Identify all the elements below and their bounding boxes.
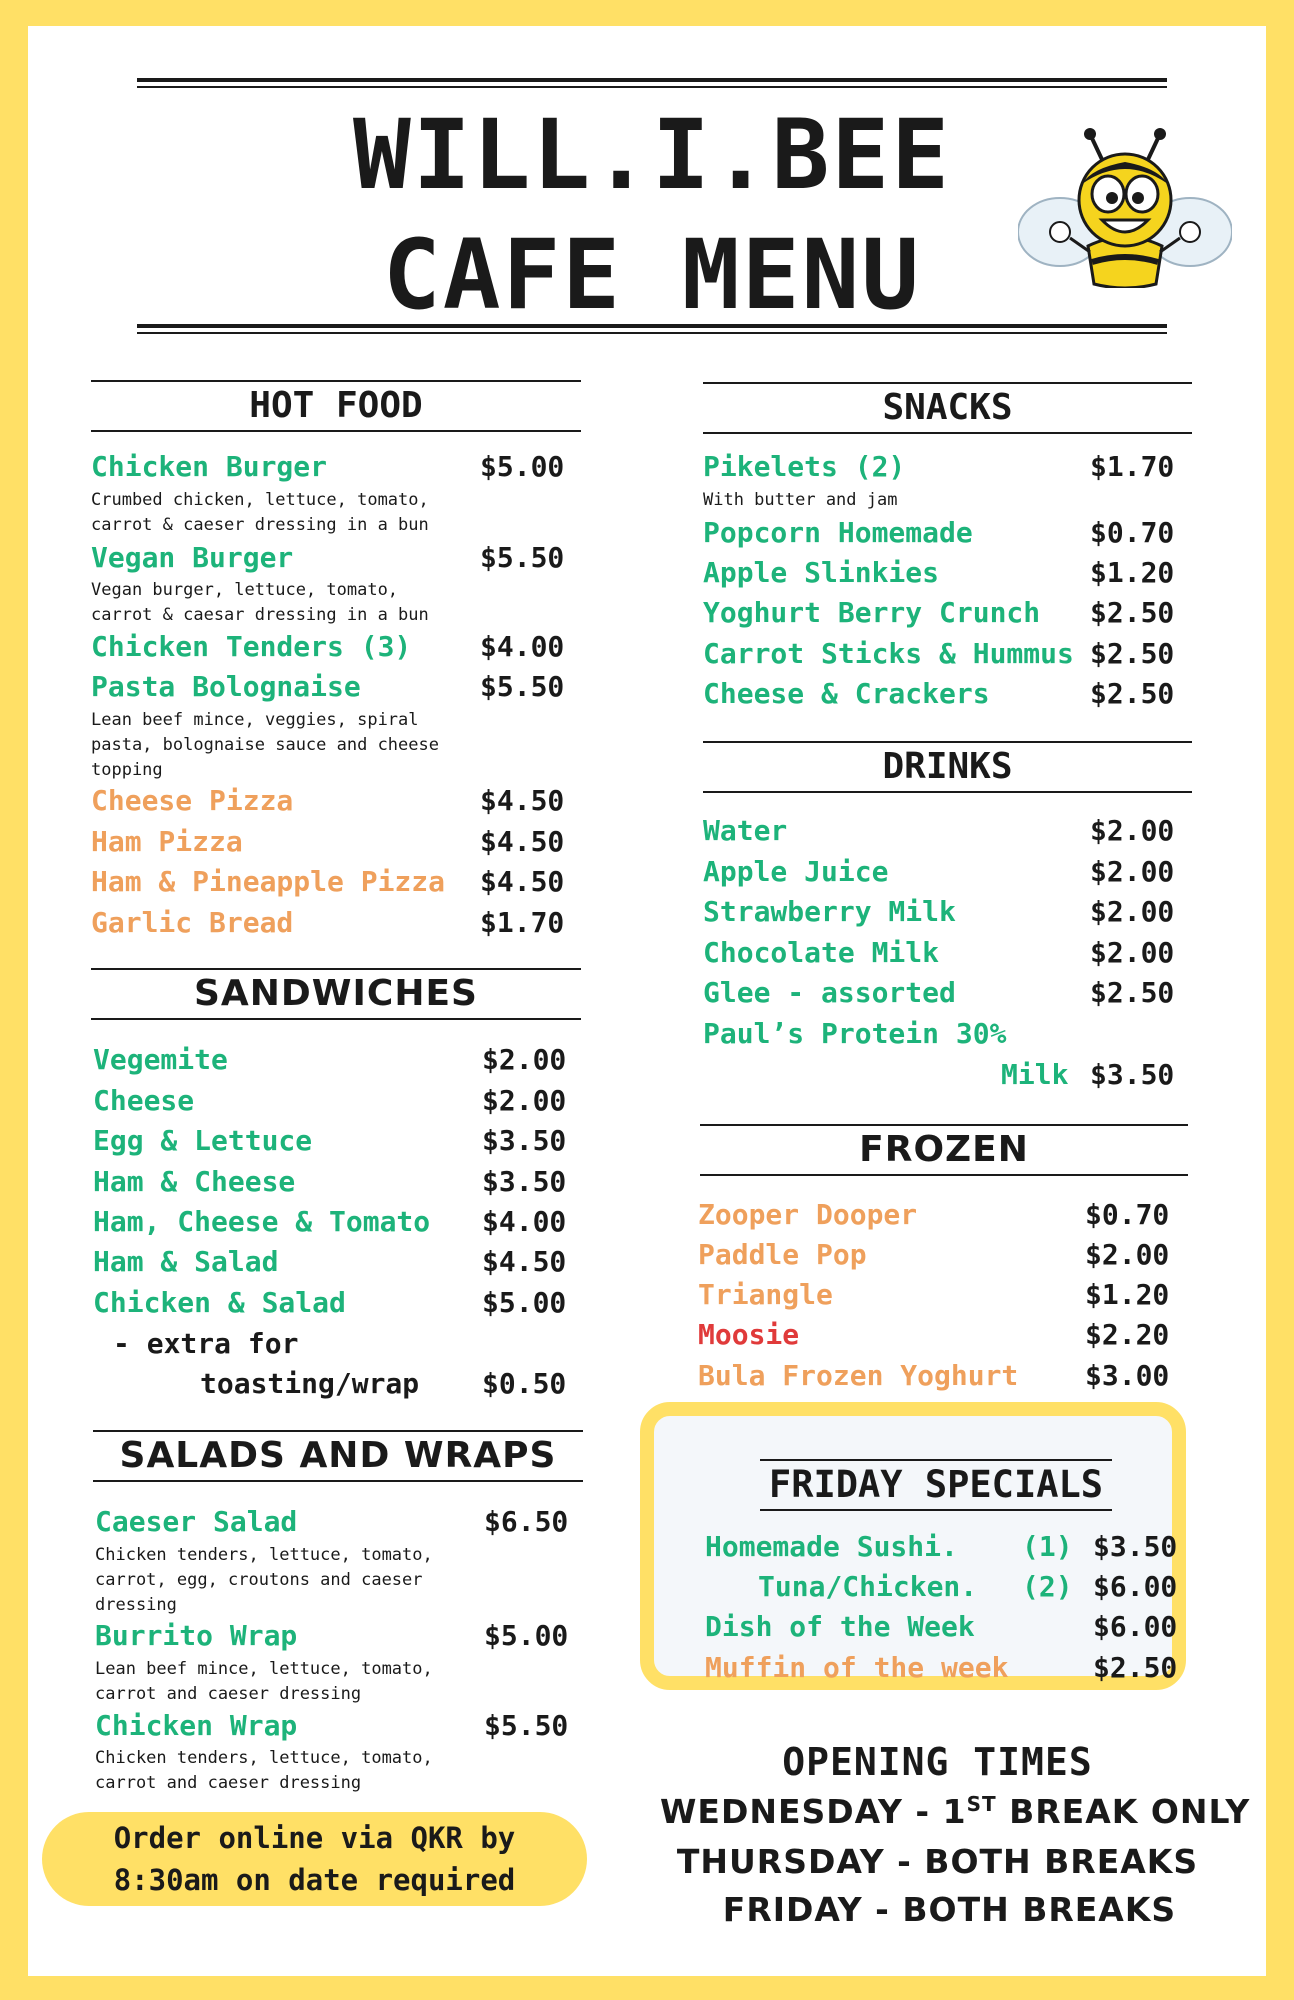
opening-wednesday-day: WEDNESDAY - 1 [660,1792,967,1831]
sandwich-extra-price: $0.50 [482,1367,567,1400]
salad-item-desc: Lean beef mince, lettuce, tomato, carrot and caeser dressing [95,1659,433,1704]
hot-food-item-desc: Crumbed chicken, lettuce, tomato, carrot & caeser dressing in a bun [91,490,429,535]
drink-item-name-2: Milk [1001,1058,1069,1091]
sandwich-item-name: Ham, Cheese & Tomato [93,1205,431,1238]
drink-item-name: Apple Juice [703,855,889,888]
snacks-heading: SNACKS [703,382,1192,434]
salad-item-desc: Chicken tenders, lettuce, tomato, carrot, egg, croutons and caeser dressing [95,1545,433,1615]
header-top-rule [137,78,1167,88]
friday-dish-label: Dish of the Week [705,1610,975,1643]
hot-food-item-name: Pasta Bolognaise [91,670,361,703]
snack-item-name: Carrot Sticks & Hummus [703,637,1074,670]
frozen-item-name: Bula Frozen Yoghurt [698,1359,1019,1392]
frozen-item-price: $2.00 [1085,1238,1170,1271]
snack-item-price: $2.50 [1090,677,1175,710]
salad-item-price: $5.50 [484,1709,569,1742]
frozen-item-name: Moosie [698,1318,800,1351]
hot-food-item-desc: Lean beef mince, veggies, spiral pasta, bolognaise sauce and cheese topping [91,710,439,780]
frozen-item-name: Paddle Pop [698,1238,867,1271]
sandwich-item-price: $4.00 [482,1205,567,1238]
opening-wednesday-break: BREAK ONLY [996,1792,1251,1831]
sandwich-item-price: $2.00 [482,1084,567,1117]
sandwich-item-name: Ham & Salad [93,1245,279,1278]
sandwich-item-name: Chicken & Salad [93,1286,346,1319]
salad-item-name: Burrito Wrap [95,1619,298,1652]
frozen-item-price: $0.70 [1085,1198,1170,1231]
opening-wednesday [660,1792,1251,1831]
friday-sushi-price-2: $6.00 [1093,1570,1178,1603]
salad-item-price: $6.50 [484,1505,569,1538]
frozen-item-price: $3.00 [1085,1359,1170,1392]
sandwich-item-name: Ham & Cheese [93,1165,296,1198]
drink-item-name: Strawberry Milk [703,895,956,928]
hot-food-item-price: $5.50 [480,541,565,574]
page-title [137,100,1167,330]
hot-food-item-price: $5.00 [480,450,565,483]
frozen-item-price: $2.20 [1085,1318,1170,1351]
hot-food-item-price: $1.70 [480,906,565,939]
drink-item-price: $3.50 [1090,1058,1175,1091]
drink-item-name: Chocolate Milk [703,936,940,969]
sandwich-item-price: $4.50 [482,1245,567,1278]
hot-food-item-price: $4.50 [480,784,565,817]
friday-muffin-price: $2.50 [1093,1651,1178,1684]
sandwich-extra-label: - extra for [113,1327,299,1360]
snack-item-name: Cheese & Crackers [703,677,990,710]
salads-heading: SALADS AND WRAPS [93,1430,583,1482]
hot-food-item-name: Vegan Burger [91,541,294,574]
drink-item-name: Water [703,814,788,847]
snack-item-price: $1.70 [1090,450,1175,483]
friday-specials-heading: FRIDAY SPECIALS [760,1459,1112,1511]
hot-food-item-price: $4.50 [480,825,565,858]
hot-food-item-price: $5.50 [480,670,565,703]
drink-item-name: Paul’s Protein 30% [703,1017,1007,1050]
title-line-2: CAFE MENU [382,219,922,331]
hot-food-item-price: $4.50 [480,865,565,898]
drink-item-name: Glee - assorted [703,976,956,1009]
bee-mascot-icon [1018,128,1232,288]
salad-item-price: $5.00 [484,1619,569,1652]
friday-sushi-label: Homemade Sushi. [705,1530,958,1563]
order-note: Order online via QKR by 8:30am on date required [113,1821,516,1897]
hot-food-heading: HOT FOOD [91,380,581,432]
sandwich-item-name: Cheese [93,1084,195,1117]
opening-times-heading: OPENING TIMES [782,1740,1093,1784]
snack-item-price: $2.50 [1090,596,1175,629]
snack-item-price: $2.50 [1090,637,1175,670]
drink-item-price: $2.00 [1090,895,1175,928]
sandwich-extra-label-2: toasting/wrap [200,1367,420,1400]
opening-thursday: THURSDAY - BOTH BREAKS [676,1842,1199,1881]
hot-food-item-desc: Vegan burger, lettuce, tomato, carrot & caesar dressing in a bun [91,580,429,625]
sandwich-item-price: $2.00 [482,1043,567,1076]
drink-item-price: $2.50 [1090,976,1175,1009]
title-line-1: WILL.I.BEE [353,99,951,211]
snack-item-name: Popcorn Homemade [703,516,973,549]
drinks-heading: DRINKS [703,741,1192,793]
drink-item-price: $2.00 [1090,814,1175,847]
snack-item-desc: With butter and jam [703,490,898,510]
friday-muffin-label: Muffin of the week [705,1651,1009,1684]
hot-food-item-name: Cheese Pizza [91,784,294,817]
frozen-item-name: Triangle [698,1278,833,1311]
sandwich-item-name: Egg & Lettuce [93,1124,313,1157]
snack-item-name: Apple Slinkies [703,556,940,589]
opening-wednesday-suffix: ST [966,1792,997,1816]
hot-food-item-name: Ham Pizza [91,825,243,858]
friday-sushi-option-1: (1) [1022,1530,1073,1563]
drink-item-price: $2.00 [1090,936,1175,969]
salad-item-desc: Chicken tenders, lettuce, tomato, carrot and caeser dressing [95,1748,433,1793]
hot-food-item-name: Ham & Pineapple Pizza [91,865,446,898]
sandwiches-heading: SANDWICHES [91,968,581,1020]
salad-item-name: Caeser Salad [95,1505,298,1538]
sandwich-item-price: $3.50 [482,1124,567,1157]
friday-sushi-price-1: $3.50 [1093,1530,1178,1563]
friday-dish-price: $6.00 [1093,1610,1178,1643]
frozen-item-price: $1.20 [1085,1278,1170,1311]
drink-item-price: $2.00 [1090,855,1175,888]
snack-item-price: $0.70 [1090,516,1175,549]
header-bottom-rule [137,324,1167,334]
hot-food-item-name: Garlic Bread [91,906,294,939]
frozen-heading: FROZEN [700,1124,1188,1176]
hot-food-item-name: Chicken Burger [91,450,328,483]
snack-item-price: $1.20 [1090,556,1175,589]
friday-sushi-option-2: (2) [1022,1570,1073,1603]
salad-item-name: Chicken Wrap [95,1709,298,1742]
sandwich-item-price: $3.50 [482,1165,567,1198]
friday-sushi-fillings: Tuna/Chicken. [758,1570,978,1603]
sandwich-item-price: $5.00 [482,1286,567,1319]
sandwich-item-name: Vegemite [93,1043,228,1076]
frozen-item-name: Zooper Dooper [698,1198,918,1231]
opening-friday: FRIDAY - BOTH BREAKS [722,1890,1177,1929]
hot-food-item-name: Chicken Tenders (3) [91,630,412,663]
snack-item-name: Yoghurt Berry Crunch [703,596,1041,629]
hot-food-item-price: $4.00 [480,630,565,663]
snack-item-name: Pikelets (2) [703,450,906,483]
